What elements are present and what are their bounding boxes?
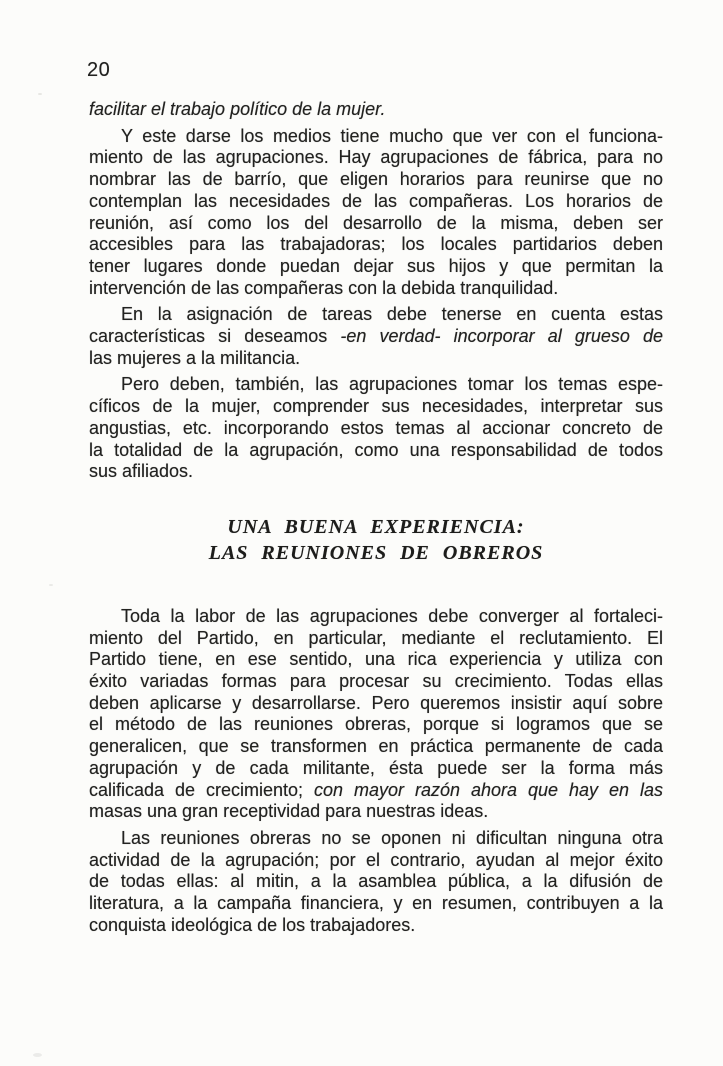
text-segment: reunión, así como los del desarrollo de la misma, deben ser [89,212,663,233]
text-line [89,628,663,650]
text-line [89,915,663,937]
text-line [89,147,663,169]
heading-line: UNA BUENA EXPERIENCIA: [227,515,525,538]
italic-text: con mayor razón ahora que hay en las [314,779,663,800]
text-line [89,714,663,736]
text-segment: deben aplicarse y desarrollarse. Pero queremos insistir aquí sobre [89,692,663,713]
text-line [89,326,663,348]
paragraph [89,828,663,937]
text-segment: cíficos de la mujer, comprender sus necesidades, interpretar sus [89,396,663,417]
text-segment: accesibles para las trabajadoras; los locales partidarios deben [89,234,663,255]
text-line [89,418,663,440]
text-line [89,99,663,121]
text-line [89,396,663,418]
body-text [89,99,663,942]
text-segment: tener lugares donde puedan dejar sus hijos y que permitan la [89,255,663,276]
text-segment: de todas ellas: al mitin, a la asamblea pública, a la difusión de [89,871,663,892]
text-line [89,780,663,802]
paragraph [89,606,663,823]
text-segment: angustias, etc. incorporando estos temas al accionar concreto de [89,417,663,438]
text-segment: En la asignación de tareas debe tenerse en cuenta estas [121,304,663,325]
text-line [89,736,663,758]
text-line [89,256,663,278]
text-segment: calificada de crecimiento; [89,779,315,800]
text-segment: Pero deben, también, las agrupaciones tomar los temas espe- [121,374,663,395]
scan-artifact [33,1053,42,1057]
text-line [89,348,663,370]
text-line [89,169,663,191]
text-segment: características si deseamos [89,326,341,347]
text-segment: Toda la labor de las agrupaciones debe converger al fortaleci- [121,605,663,626]
text-line [89,649,663,671]
italic-text: facilitar el trabajo político de la mujer. [89,99,386,119]
page-number: 20 [87,59,111,81]
text-line [89,893,663,915]
text-line [89,374,663,396]
text-line [89,304,663,326]
text-line [89,234,663,256]
text-segment: intervención de las compañeras con la debida tranquilidad. [89,277,559,298]
paragraph [89,99,663,121]
text-segment: contemplan las necesidades de las compañeras. Los horarios de [89,190,663,211]
scan-artifact [49,584,53,586]
text-line [89,191,663,213]
paragraph [89,126,663,300]
text-line [89,461,663,483]
text-segment: literatura, a la campaña financiera, y en resumen, contribuyen a la [89,893,663,914]
text-segment: Y este darse los medios tiene mucho que ver con el funciona- [121,125,663,146]
text-segment: miento del Partido, en particular, mediante el reclutamiento. El [89,627,663,648]
text-segment: masas una gran receptividad para nuestras ideas. [89,801,489,822]
heading-line: LAS REUNIONES DE OBREROS [208,541,544,564]
text-line [89,693,663,715]
paragraph [89,374,663,483]
text-line [89,126,663,148]
text-segment: Las reuniones obreras no se oponen ni dificultan ninguna otra [121,827,663,848]
paragraph [89,304,663,369]
text-segment: agrupación y de cada militante, ésta puede ser la forma más [89,757,663,778]
text-line [89,758,663,780]
text-line [89,801,663,823]
text-segment: Partido tiene, en ese sentido, una rica experiencia y utiliza con [89,649,663,670]
text-line [89,850,663,872]
section-heading [89,514,663,566]
text-segment: éxito variadas formas para procesar su crecimiento. Todas ellas [89,671,663,692]
text-segment: las mujeres a la militancia. [89,347,301,368]
text-line [89,606,663,628]
text-line [89,828,663,850]
text-segment: sus afiliados. [89,461,194,482]
text-segment: conquista ideológica de los trabajadores. [89,914,416,935]
text-segment: nombrar las de barrío, que eligen horarios para reunirse que no [89,169,663,190]
text-line [89,213,663,235]
text-line [89,278,663,300]
text-line [89,440,663,462]
text-line [89,671,663,693]
scan-artifact [38,93,42,95]
text-segment: la totalidad de la agrupación, como una responsabilidad de todos [89,439,663,460]
text-segment: actividad de la agrupación; por el contrario, ayudan al mejor éxito [89,849,663,870]
text-segment: miento de las agrupaciones. Hay agrupaciones de fábrica, para no [89,147,663,168]
text-line [89,871,663,893]
text-segment: el método de las reuniones obreras, porque si logramos que se [89,714,663,735]
italic-text: -en verdad- incorporar al grueso de [340,326,663,347]
text-segment: generalicen, que se transformen en práctica permanente de cada [89,736,663,757]
